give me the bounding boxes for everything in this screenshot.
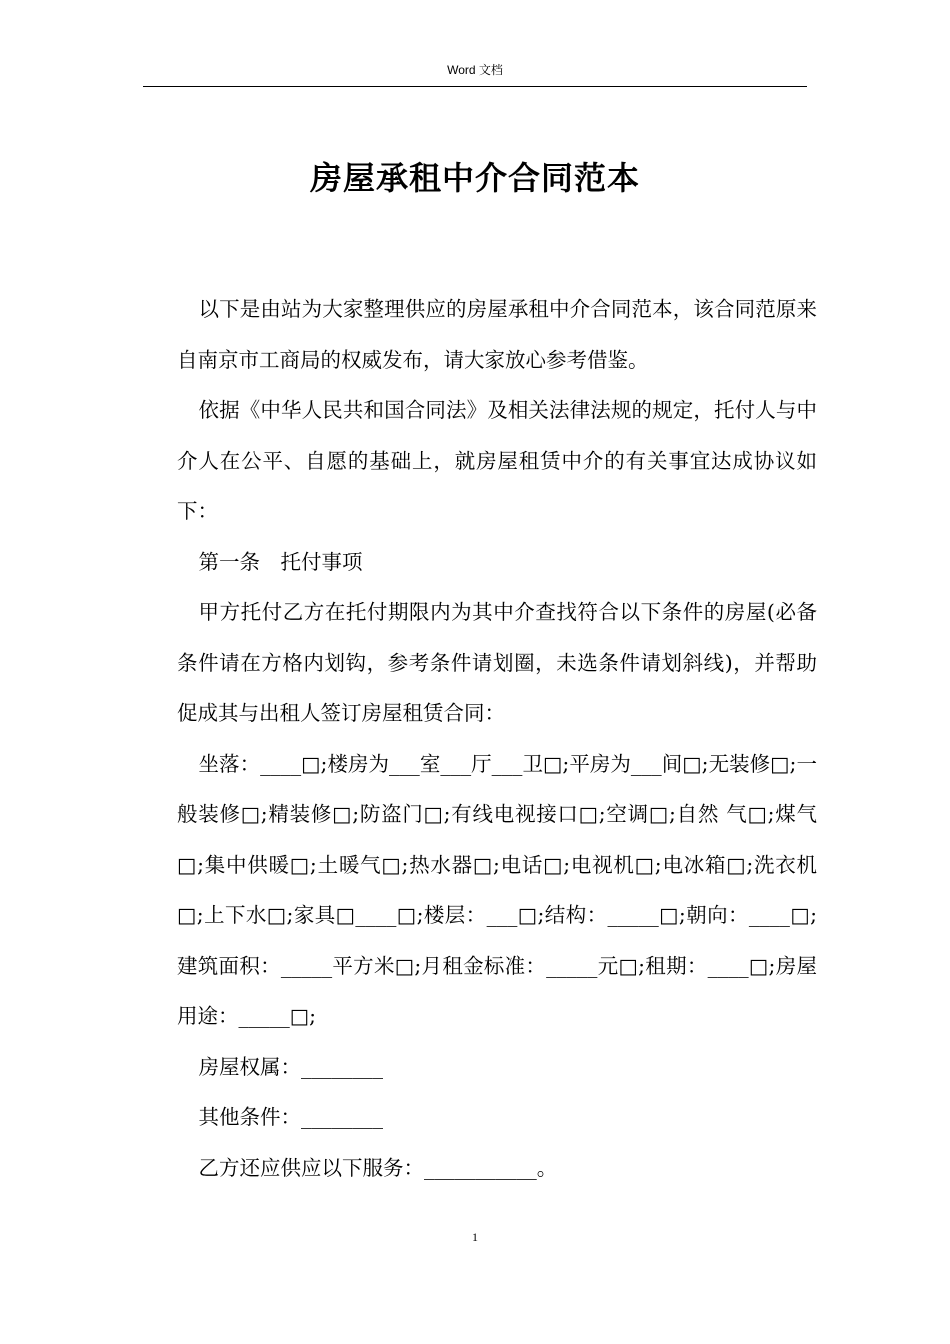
document-body (177, 284, 817, 1193)
paragraph-property-conditions: 坐落：____□;楼房为___室___厅___卫□;平房为___间□;无装修□;一般装修□;精装修□;防盗门□;有线电视接口□;空调□;自然 气□;煤气□;集中供暖□;土暖气□;热水器□;电话□;电视机□;电冰箱□;洗衣机□;上下水□;家具□____□;楼层：___□;结构：_____□;朝向：____□;建筑面积：_____平方米□;月租金标准：_____元□;租期：____□;房屋用途：_____□; (177, 751, 817, 1028)
paragraph-other-conditions: 其他条件：________ (198, 1105, 384, 1129)
document-title: 房屋承租中介合同范本 (309, 159, 640, 197)
paragraph-entrustment: 甲方托付乙方在托付期限内为其中介查找符合以下条件的房屋(必备条件请在方格内划钩，参考条件请划圈，未选条件请划斜线)，并帮助促成其与出租人签订房屋租赁合同： (177, 600, 817, 725)
paragraph-ownership: 房屋权属：________ (198, 1054, 384, 1079)
paragraph-article-heading: 第一条 托付事项 (198, 549, 363, 574)
paragraph-preamble: 依据《中华人民共和国合同法》及相关法律法规的规定，托付人与中介人在公平、自愿的基础上，就房屋租赁中介的有关事宜达成协议如下： (177, 398, 817, 523)
paragraph-services: 乙方还应供应以下服务：___________。 (198, 1155, 558, 1180)
page-number: 1 (472, 1230, 478, 1244)
header-divider (143, 86, 807, 87)
page-header: Word 文档 (447, 63, 503, 77)
paragraph-intro: 以下是由站为大家整理供应的房屋承租中介合同范本，该合同范原来自南京市工商局的权威发布，请大家放心参考借鉴。 (177, 297, 817, 372)
